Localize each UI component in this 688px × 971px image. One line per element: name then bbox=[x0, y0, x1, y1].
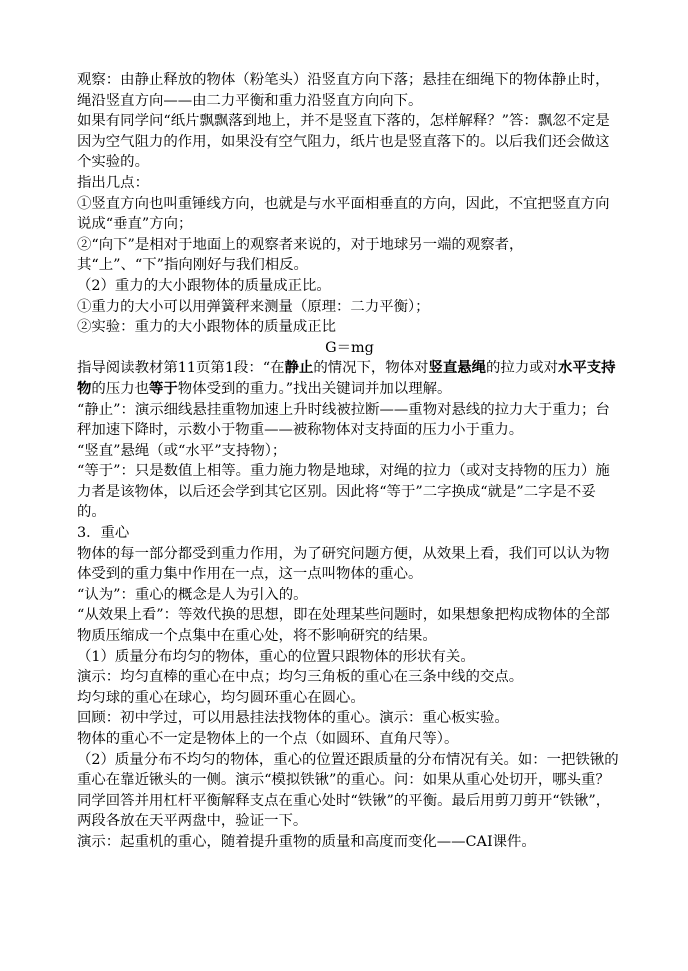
paragraph-equal: “等于”：只是数值上相等。重力施力物是地球，对绳的拉力（或对支持物的压力）施力者是该物体，以后还会学到其它区别。因此将“等于”二字换成“就是”二字是不妥的。 bbox=[77, 463, 610, 521]
paragraph-point-2: ②“向下”是相对于地面上的观察者来说的，对于地球另一端的观察者，其“上”、“下”指向刚好与我们相反。 bbox=[77, 236, 524, 274]
paragraph-measure: ①重力的大小可以用弹簧秤来测量（原理：二力平衡）； bbox=[77, 298, 430, 315]
paragraph-uniform: （1）质量分布均匀的物体，重心的位置只跟物体的形状有关。 bbox=[77, 648, 475, 665]
paragraph-ball: 均匀球的重心在球心，均匀圆环重心在圆心。 bbox=[77, 689, 365, 706]
document-page bbox=[77, 70, 622, 853]
formula: G＝mg bbox=[325, 339, 374, 356]
guide-text-1: 指导阅读教材第11页第1段：“在 bbox=[77, 360, 285, 377]
paragraph-observation: 观察：由静止释放的物体（粉笔头）沿竖直方向下落；悬挂在细绳下的物体静止时，绳沿竖直方向——由二力平衡和重力沿竖直方向向下。 bbox=[77, 72, 610, 109]
paragraph-experiment: ②实验：重力的大小跟物体的质量成正比 bbox=[77, 319, 337, 336]
guide-text-4: 的压力也 bbox=[91, 380, 149, 397]
paragraph-definition: 物体的每一部分都受到重力作用，为了研究问题方便，从效果上看，我们可以认为物体受到的重力集中作用在一点，这一点叫物体的重心。 bbox=[77, 545, 610, 583]
paragraph-point-1: ①竖直方向也叫重锤线方向，也就是与水平面相垂直的方向，因此，不宜把竖直方向说成“垂直”方向； bbox=[77, 195, 610, 233]
paragraph-not-always: 物体的重心不一定是物体上的一个点（如圆环、直角尺等）。 bbox=[77, 731, 459, 747]
paragraph-question: 如果有同学问“纸片飘飘落到地上，并不是竖直下落的，怎样解释？”答：飘忽不定是因为空气阻力的作用，如果没有空气阻力，纸片也是竖直落下的。以后我们还会做这个实验的。 bbox=[77, 113, 610, 171]
guide-text-5: 物体受到的重力。”找出关键词并加以理解。 bbox=[177, 380, 452, 397]
paragraph-crane: 演示：起重机的重心，随着提升重物的质量和高度而变化——CAI课件。 bbox=[77, 833, 536, 850]
guide-keyword-still: 静止 bbox=[284, 359, 314, 377]
guide-keyword-horizontal-support: 水平支持物 bbox=[77, 359, 616, 397]
paragraph-consider: “认为”：重心的概念是人为引入的。 bbox=[77, 586, 308, 603]
paragraph-guide bbox=[77, 358, 622, 399]
section-3-heading: 3．重心 bbox=[77, 525, 130, 542]
guide-keyword-equal: 等于 bbox=[148, 379, 178, 397]
section-2-heading: （2）重力的大小跟物体的质量成正比。 bbox=[77, 277, 331, 294]
paragraph-nonuniform: （2）质量分布不均匀的物体，重心的位置还跟质量的分布情况有关。如：一把铁锹的重心在靠近锹头的一侧。演示“模拟铁锹”的重心。问：如果从重心处切开，哪头重？同学回答并用杠杆平衡解释支点在重心处时“铁锹”的平衡。最后用剪刀剪开“铁锹”，两段各放在天平两盘中，验证一下。 bbox=[77, 751, 619, 830]
paragraph-effect: “从效果上看”：等效代换的思想，即在处理某些问题时，如果想象把构成物体的全部物质压缩成一个点集中在重心处，将不影响研究的结果。 bbox=[77, 607, 610, 645]
paragraph-still: “静止”：演示细线悬挂重物加速上升时线被拉断——重物对悬线的拉力大于重力；台秤加速下降时，示数小于物重——被称物体对支持面的压力小于重力。 bbox=[77, 401, 610, 439]
guide-keyword-vertical-rope: 竖直悬绳 bbox=[428, 359, 487, 377]
guide-text-2: 的情况下，物体对 bbox=[313, 360, 429, 377]
paragraph-demo-1: 演示：均匀直棒的重心在中点；均匀三角板的重心在三条中线的交点。 bbox=[77, 669, 524, 686]
paragraph-review: 回顾：初中学过，可以用悬挂法找物体的重心。演示：重心板实验。 bbox=[77, 710, 509, 727]
paragraph-vertical: “竖直”悬绳（或“水平”支持物）； bbox=[77, 442, 287, 459]
paragraph-points-heading: 指出几点： bbox=[77, 174, 149, 191]
guide-text-3: 的拉力或对 bbox=[486, 360, 558, 377]
